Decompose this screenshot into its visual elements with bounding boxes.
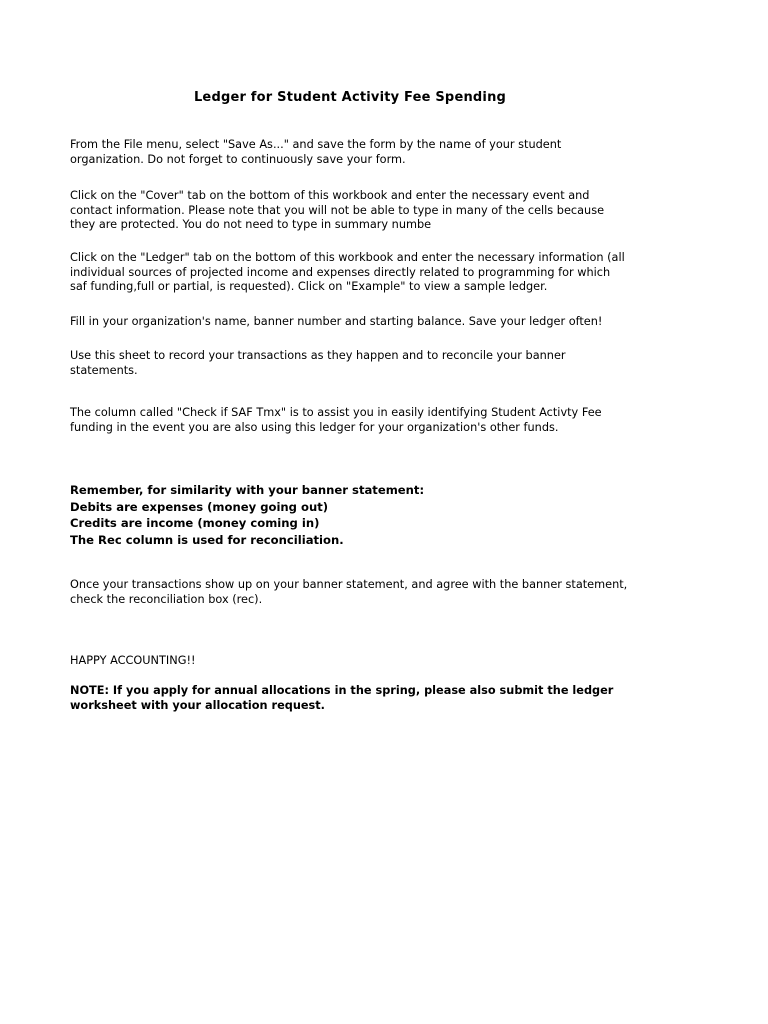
text-line: NOTE: If you apply for annual allocations in the spring, please also submit the ledger (70, 684, 614, 697)
cover-tab-instructions (70, 189, 650, 233)
text-line: contact information. Please note that you will not be able to type in many of the cells because (70, 203, 605, 217)
text-line: funding in the event you are also using this ledger for your organization's other funds. (70, 420, 559, 434)
text-line: Click on the "Ledger" tab on the bottom of this workbook and enter the necessary information (all (70, 251, 625, 264)
text-line: Once your transactions show up on your banner statement, and agree with the banner statement, (70, 578, 628, 591)
use-sheet-instructions (70, 349, 650, 378)
text-line: they are protected. You do not need to type in summary numbe (70, 218, 432, 231)
allocation-note (70, 684, 650, 713)
text-line: Debits are expenses (money going out) (70, 499, 329, 514)
save-as-instructions (70, 138, 650, 167)
text-line: Click on the "Cover" tab on the bottom of this workbook and enter the necessary event and (70, 189, 590, 202)
ledger-tab-instructions (70, 251, 650, 295)
text-line: statements. (70, 363, 138, 377)
text-line: From the File menu, select "Save As..." and save the form by the name of your student (70, 138, 562, 151)
text-line: Use this sheet to record your transactions as they happen and to reconcile your banner (70, 349, 566, 362)
text-line: Credits are income (money coming in) (70, 516, 320, 530)
reconciliation-instructions (70, 578, 650, 607)
text-line: Remember, for similarity with your banner statement: (70, 483, 425, 497)
text-line: worksheet with your allocation request. (70, 698, 325, 712)
happy-accounting (70, 654, 650, 669)
text-line: Fill in your organization's name, banner number and starting balance. Save your ledger often! (70, 315, 603, 328)
document-title: Ledger for Student Activity Fee Spending (193, 90, 507, 105)
text-line: The column called "Check if SAF Tmx" is to assist you in easily identifying Student Activty Fee (70, 406, 602, 419)
remember-block (70, 482, 650, 548)
text-line: organization. Do not forget to continuously save your form. (70, 152, 406, 166)
text-line: individual sources of projected income and expenses directly related to programming for which (70, 265, 611, 279)
fill-in-instructions (70, 315, 650, 330)
text-line: The Rec column is used for reconciliation. (70, 532, 344, 547)
text-line: check the reconciliation box (rec). (70, 592, 263, 606)
text-line: saf funding,full or partial, is requested). Click on "Example" to view a sample ledger. (70, 280, 548, 293)
text-line: HAPPY ACCOUNTING!! (70, 654, 196, 667)
saf-column-instructions (70, 406, 650, 435)
